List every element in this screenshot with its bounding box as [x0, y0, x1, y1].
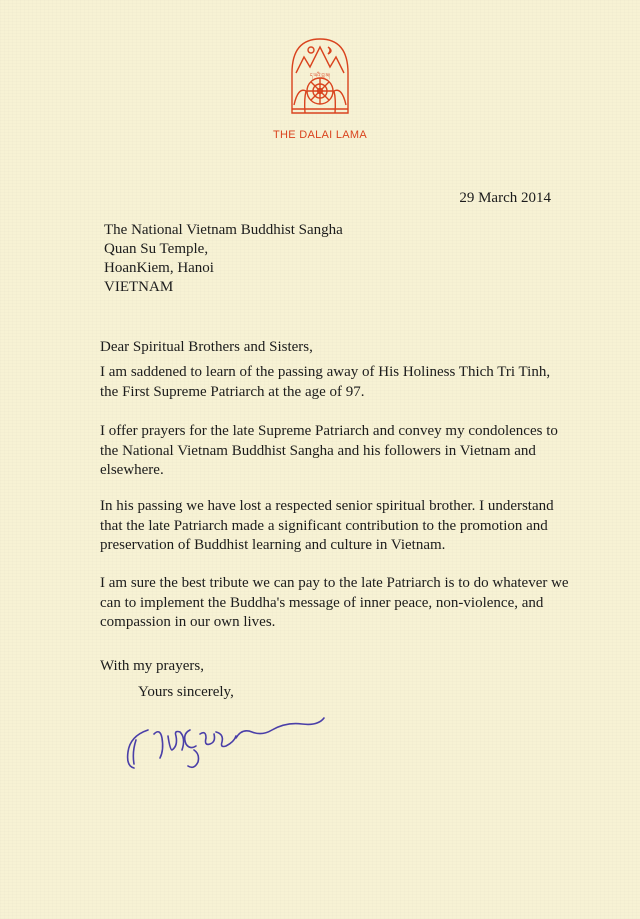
address-line: HoanKiem, Hanoi: [104, 260, 214, 276]
address-line: VIETNAM: [104, 279, 174, 295]
body-paragraph: I offer prayers for the late Supreme Patriarch and convey my condolences to the National Vietnam Buddhist Sangha and his followers in Vietnam and elsewhere.: [100, 423, 558, 478]
closing-line: With my prayers,: [100, 658, 204, 674]
sign-off: Yours sincerely,: [138, 684, 234, 700]
body-paragraph: I am saddened to learn of the passing away of His Holiness Thich Tri Tinh, the First Supreme Patriarch at the age of 97.: [100, 364, 551, 400]
address-line: The National Vietnam Buddhist Sangha: [104, 222, 343, 238]
body-paragraph: I am sure the best tribute we can pay to the late Patriarch is to do whatever we can to implement the Buddha's message of inner peace, non-violence, and compassion in our own lives.: [100, 575, 569, 630]
salutation: Dear Spiritual Brothers and Sisters,: [100, 339, 313, 355]
handwritten-signature-icon: [118, 700, 358, 780]
letterhead-title: THE DALAI LAMA: [272, 129, 368, 141]
recipient-address: [104, 221, 343, 297]
letter-date: 29 March 2014: [459, 190, 551, 206]
dalai-lama-seal-icon: [288, 33, 352, 115]
address-line: Quan Su Temple,: [104, 241, 209, 257]
seal-script: ད་ལའི་བླ་མ།: [309, 74, 331, 79]
body-paragraph: In his passing we have lost a respected senior spiritual brother. I understand that the late Patriarch made a significant contribution to the promotion and preservation of Buddhist learning and culture in Vietnam.: [100, 498, 554, 553]
